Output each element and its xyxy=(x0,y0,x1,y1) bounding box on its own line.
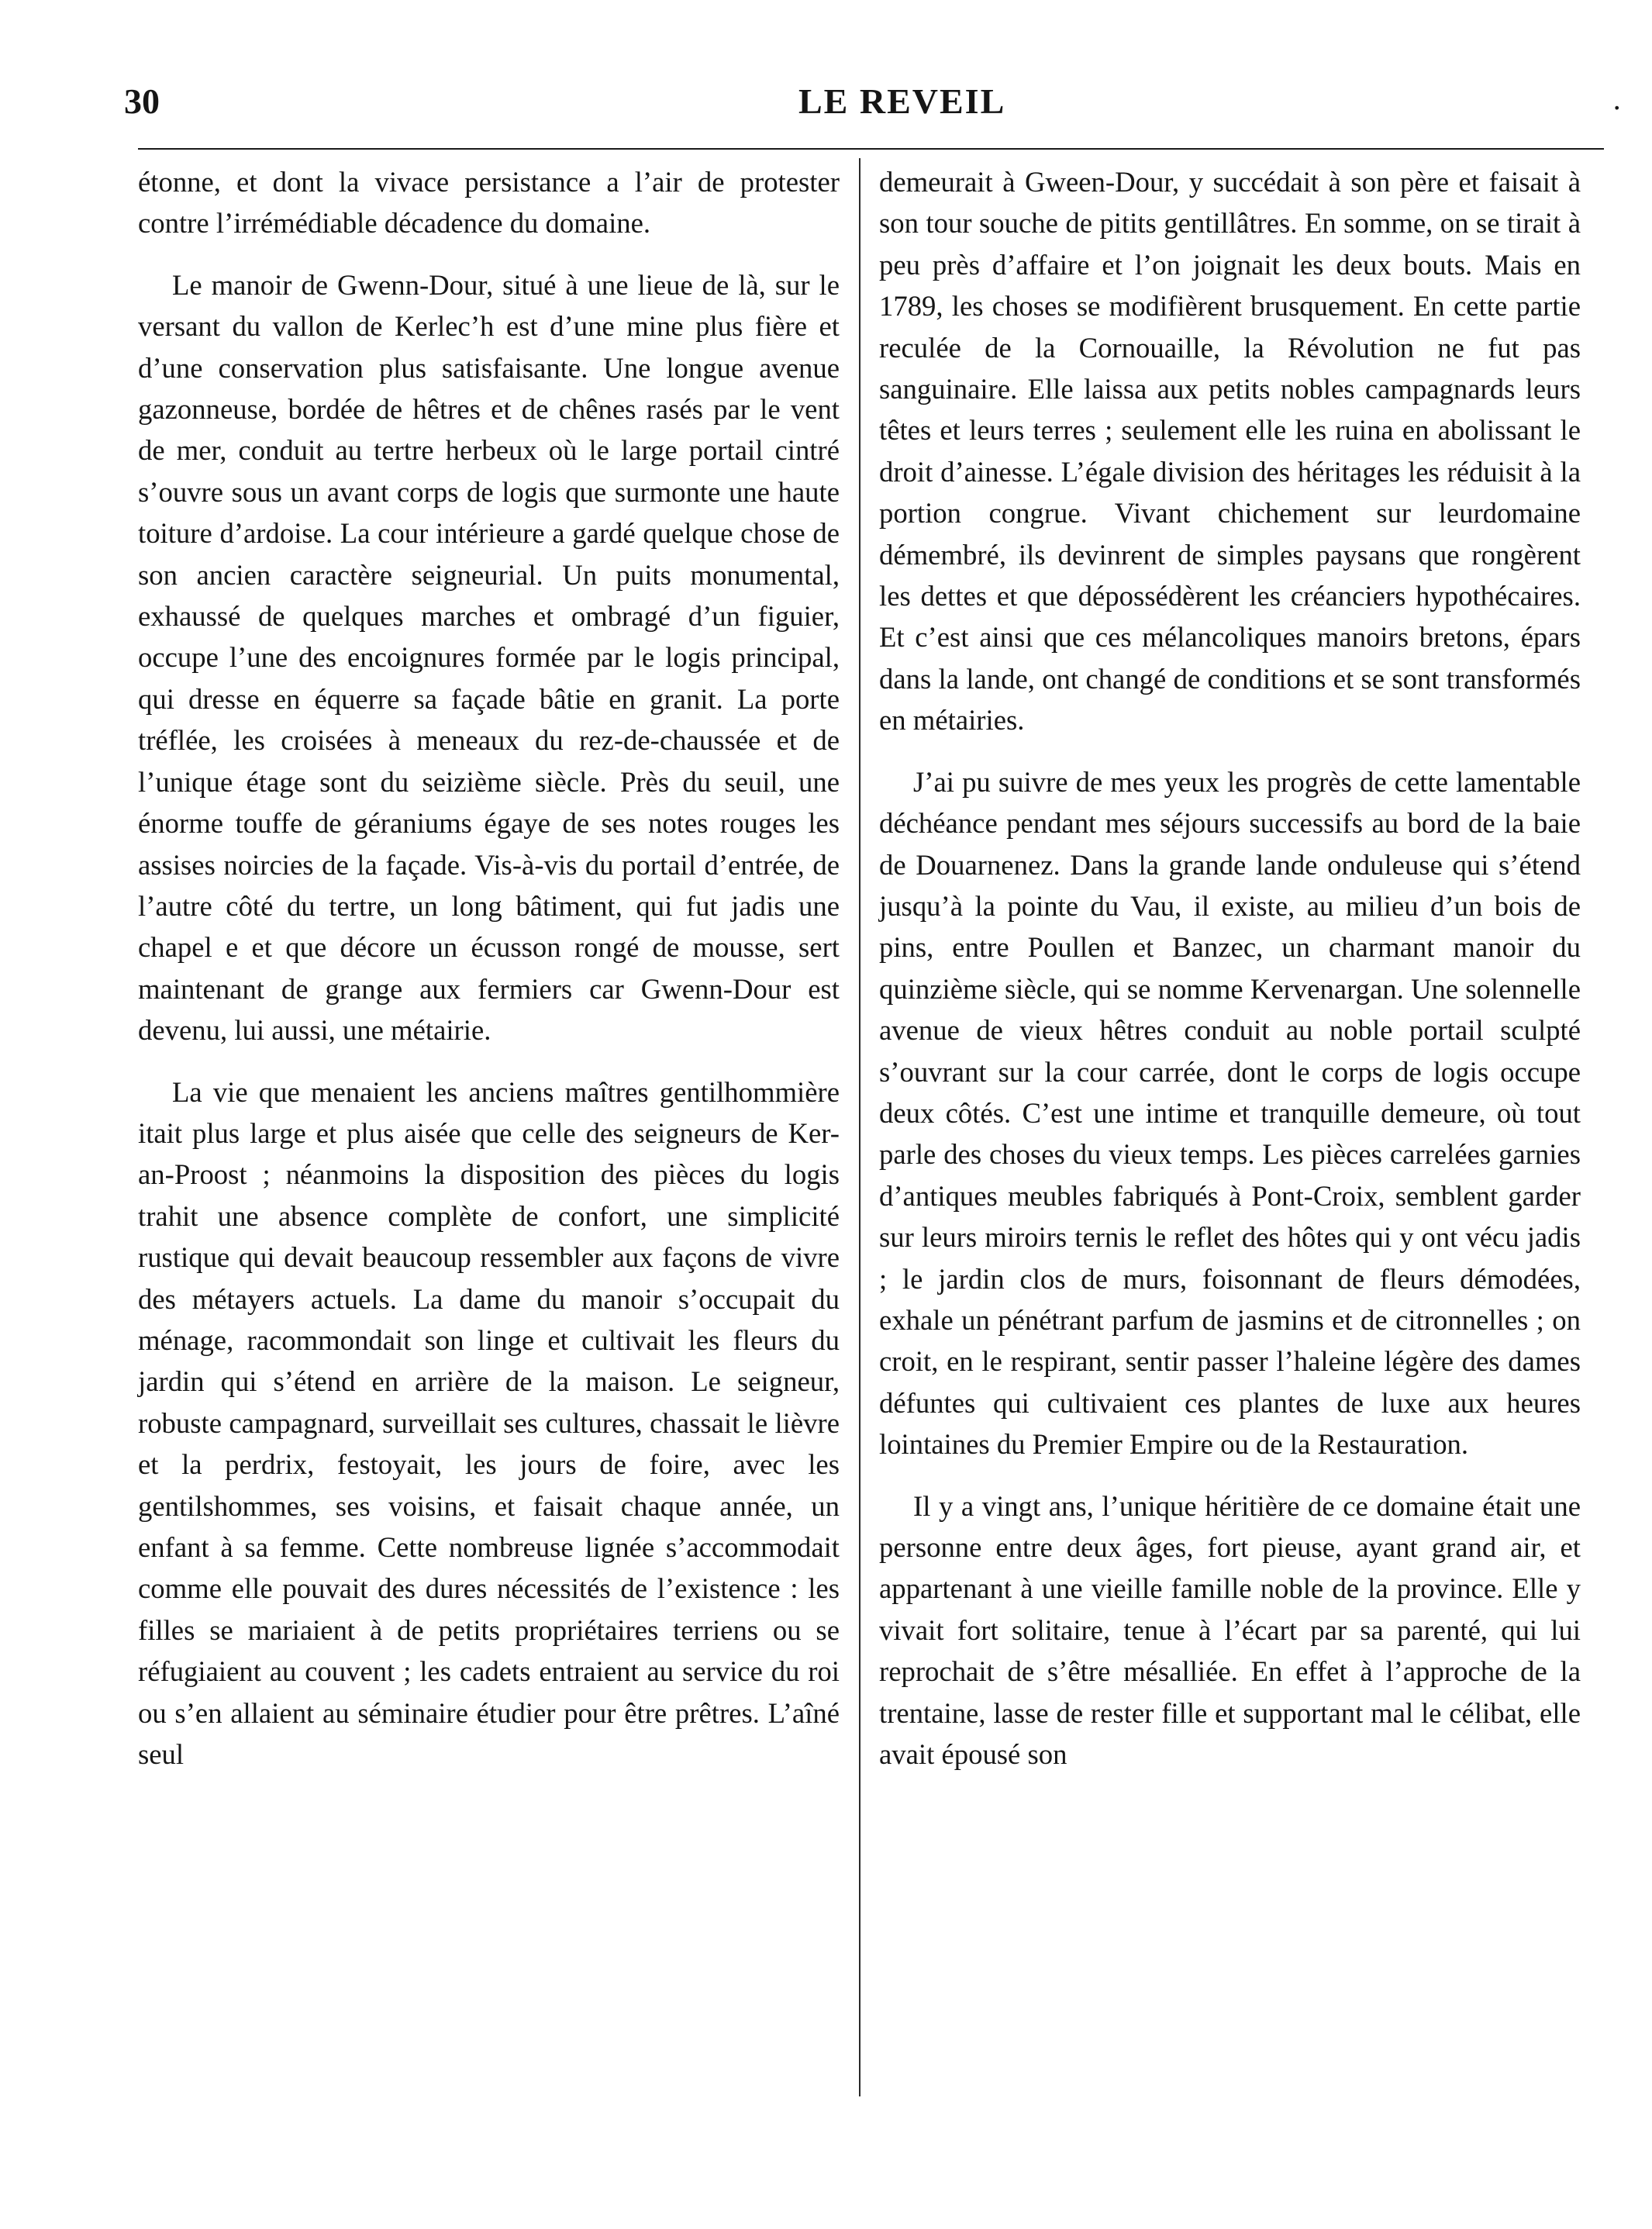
header-ornament: . xyxy=(1612,85,1622,116)
left-column xyxy=(138,161,840,1795)
paragraph: Il y a vingt ans, l’unique héritière de ce domaine était une personne entre deux âges, fort pieuse, ayant grand air, et appartenant à une vieille famille noble de la province. Elle y vivait fort solitaire, tenue à l’écart par sa parenté, qui lui reprochait de s’être mésalliée. En effet à l’approche de la trentaine, lasse de rester fille et supportant mal le célibat, elle avait épousé son xyxy=(879,1489,1581,1771)
paragraph: J’ai pu suivre de mes yeux les progrès de cette lamentable déchéance pendant mes séjours successifs au bord de la baie de Douarnenez. Dans la grande lande onduleuse qui s’étend jusqu’à la pointe du Vau, il existe, au milieu d’un bois de pins, entre Poullen et Banzec, un charmant manoir du quinzième siècle, qui se nomme Kervenargan. Une solennelle avenue de vieux hêtres conduit au noble portail sculpté s’ouvrant sur la cour carrée, dont le corps de logis occupe deux côtés. C’est une intime et tranquille demeure, où tout parle des choses du vieux temps. Les pièces carrelées garnies d’antiques meubles fabriqués à Pont-Croix, semblent garder sur leurs miroirs ternis le reflet des hôtes qui y ont vécu jadis ; le jardin clos de murs, foisonnant de fleurs démodées, exhale un pénétrant parfum de jasmins et de citronnelles ; on croit, en le respirant, sentir passer l’haleine légère des dames défuntes qui cultivaient ces plantes de luxe aux heures lointaines du Premier Empire ou de la Restauration. xyxy=(879,765,1581,1461)
paragraph: demeurait à Gween-Dour, y succédait à son père et faisait à son tour souche de pitits gentillâtres. En somme, on se tirait à peu près d’affaire et l’on joignait les deux bouts. Mais en 1789, les choses se modifièrent brusquement. En cette partie reculée de la Cornouaille, la Révolution ne fut pas sanguinaire. Elle laissa aux petits nobles campagnards leurs têtes et leurs terres ; seulement elle les ruina en abolissant le droit d’ainesse. L’égale division des héritages les réduisit à la portion congrue. Vivant chichement sur leurdomaine démembré, ils devinrent de simples paysans que rongèrent les dettes et que dépossédèrent les créanciers hypothécaires. Et c’est ainsi que ces mélancoliques manoirs bretons, épars dans la lande, ont changé de conditions et se sont transformés en métairies. xyxy=(879,166,1581,737)
column-divider xyxy=(859,158,860,2096)
right-column xyxy=(879,161,1581,1795)
running-title: LE REVEIL xyxy=(798,81,1006,121)
page-number: 30 xyxy=(124,81,160,121)
paragraph: Le manoir de Gwenn-Dour, situé à une lieue de là, sur le versant du vallon de Kerlec’h est d’une mine plus fière et d’une conservation plus satisfaisante. Une longue avenue gazonneuse, bordée de hêtres et de chênes rasés par le vent de mer, conduit au tertre herbeux où le large portail cintré s’ouvre sous un avant corps de logis que surmonte une haute toiture d’ardoise. La cour intérieure a gardé quelque chose de son ancien caractère seigneurial. Un puits monumental, exhaussé de quelques marches et ombragé d’un figuier, occupe l’une des encoignures formée par le logis principal, qui dresse en équerre sa façade bâtie en granit. La porte tréflée, les croisées à meneaux du rez-de-chaussée et de l’unique étage sont du seizième siècle. Près du seuil, une énorme touffe de géraniums égaye de ses notes rouges les assises noircies de la façade. Vis-à-vis du portail d’entrée, de l’autre côté du tertre, un long bâtiment, qui fut jadis une chapel e et que décore un écusson rongé de mousse, sert maintenant de grange aux fermiers car Gwenn-Dour est devenu, lui aussi, une métairie. xyxy=(138,268,840,1047)
paragraph: La vie que menaient les anciens maîtres gentilhommière itait plus large et plus aisée que celle des seigneurs de Ker-an-Proost ; néanmoins la disposition des pièces du logis trahit une absence complète de confort, une simplicité rustique qui devait beaucoup ressembler aux façons de vivre des métayers actuels. La dame du manoir s’occupait du ménage, racommondait son linge et cultivait les fleurs du jardin qui s’étend en arrière de la maison. Le seigneur, robuste campagnard, surveillait ses cultures, chassait le lièvre et la perdrix, festoyait, les jours de foire, avec les gentilshommes, ses voisins, et faisait chaque année, un enfant à sa femme. Cette nombreuse lignée s’accommodait comme elle pouvait des dures nécessités de l’existence : les filles se mariaient à de petits propriétaires terriens ou se réfugiaient au couvent ; les cadets entraient au service du roi ou s’en allaient au séminaire étudier pour être prêtres. L’aîné seul xyxy=(138,1075,840,1771)
header-rule xyxy=(138,148,1604,150)
paragraph: étonne, et dont la vivace persistance a l’air de protester contre l’irrémédiable décadence du domaine. xyxy=(138,166,840,240)
